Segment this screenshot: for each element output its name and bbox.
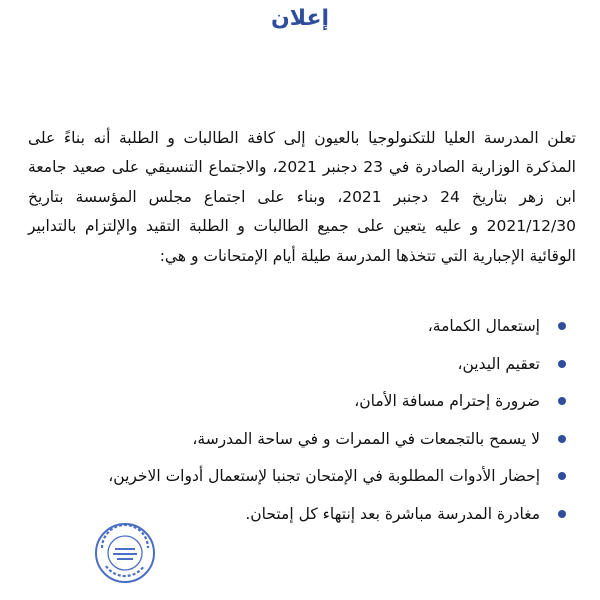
measure-text: إحضار الأدوات المطلوبة في الإمتحان تجنبا لإستعمال أدوات الاخرين،	[108, 467, 540, 485]
bullet-icon	[558, 510, 566, 518]
list-item	[28, 383, 566, 421]
page-title: إعلان	[270, 6, 330, 31]
bullet-icon	[558, 360, 566, 368]
measure-text: مغادرة المدرسة مباشرة بعد إنتهاء كل إمتحان.	[245, 504, 540, 523]
bullet-icon	[558, 397, 566, 405]
list-item	[28, 458, 566, 496]
bullet-icon	[558, 472, 566, 480]
bullet-icon	[558, 322, 566, 330]
measure-text: لا يسمح بالتجمعات في الممرات و في ساحة المدرسة،	[192, 429, 540, 448]
list-item	[28, 308, 566, 346]
list-item	[28, 346, 566, 384]
list-item	[28, 421, 566, 459]
measures-list	[28, 308, 566, 533]
measure-text: ضرورة إحترام مسافة الأمان،	[354, 392, 540, 410]
bullet-icon	[558, 435, 566, 443]
school-seal-stamp	[94, 522, 156, 584]
announcement-body: تعلن المدرسة العليا للتكنولوجيا بالعيون إلى كافة الطالبات و الطلبة أنه بناءً على المذكرة الوزارية الصادرة في 23 دجنبر 2021، والاجتماع التنسيقي على صعيد جامعة ابن زهر بتاريخ 24 دجنبر 2021، وبناء على اجتماع مجلس المؤسسة بتاريخ 2021/12/30 و عليه يتعين على جميع الطالبات و الطلبة التقيد والإلتزام بالتدابير الوقائية الإجبارية التي تتخذها المدرسة طيلة أيام الإمتحانات و هي:	[28, 128, 576, 265]
measure-text: إستعمال الكمامة،	[427, 317, 540, 335]
measure-text: تعقيم اليدين،	[457, 354, 540, 373]
